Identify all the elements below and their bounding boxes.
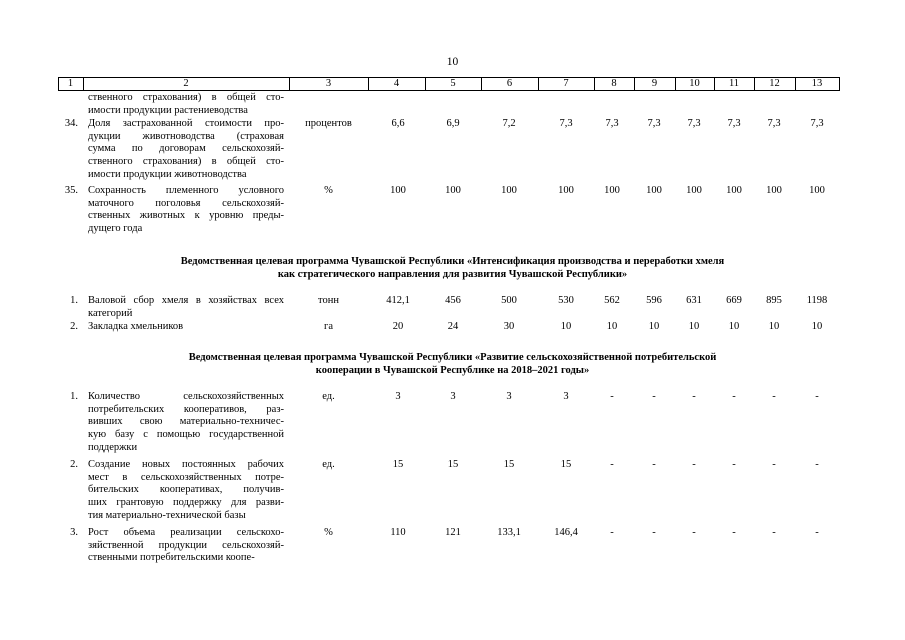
row-value-col-9: 10 <box>648 321 660 332</box>
row-value-col-11: 10 <box>728 321 740 332</box>
row-value-col-9: 7,3 <box>647 118 661 129</box>
row-number: 2. <box>70 459 78 470</box>
row-value-col-4: 3 <box>395 391 401 402</box>
row-value-col-6: 133,1 <box>497 527 521 538</box>
row-description-line: сумма по договорам сельскохозяй- <box>88 143 284 155</box>
row-value-col-12: - <box>772 459 776 470</box>
row-description-line: бительских кооперативах, получив- <box>88 484 284 496</box>
row-value-col-7: 100 <box>558 185 574 196</box>
row-value-col-8: - <box>610 391 614 402</box>
row-value-col-6: 15 <box>503 459 515 470</box>
row-value-col-7: 15 <box>560 459 572 470</box>
row-value-col-4: 100 <box>390 185 406 196</box>
row-value-col-4: 15 <box>392 459 404 470</box>
row-unit: га <box>324 321 333 332</box>
row-value-col-5: 100 <box>445 185 461 196</box>
column-header-4: 4 <box>393 78 400 89</box>
column-header-5: 5 <box>450 78 456 89</box>
row-unit: % <box>324 527 333 538</box>
row-value-col-12: 100 <box>766 185 782 196</box>
row-value-col-11: 669 <box>726 295 742 306</box>
row-value-col-8: - <box>610 459 614 470</box>
row-value-col-5: 6,9 <box>446 118 460 129</box>
row-description-line: маточного поголовья сельскохозяй- <box>88 197 284 209</box>
column-header-3: 3 <box>325 78 332 89</box>
row-value-col-13: - <box>815 391 819 402</box>
row-value-col-10: 631 <box>686 295 702 306</box>
column-header-13: 13 <box>811 78 823 89</box>
row-value-col-7: 3 <box>563 391 569 402</box>
row-description-line: дущего года <box>88 223 143 235</box>
column-header-2: 2 <box>183 78 189 89</box>
row-value-col-4: 110 <box>390 527 406 538</box>
row-description-line: кую базу с помощью государственной <box>88 429 284 441</box>
column-header-6: 6 <box>506 78 513 89</box>
section-title-cooperation-line1: Ведомственная целевая программа Чувашской Республики «Развитие сельскохозяйственной потребительской <box>188 352 717 363</box>
row-value-col-11: - <box>732 459 736 470</box>
row-value-col-12: 10 <box>768 321 780 332</box>
row-description-line: ственными потребительскими коопе- <box>88 552 255 564</box>
row-value-col-5: 3 <box>450 391 456 402</box>
row-value-col-10: 7,3 <box>687 118 701 129</box>
row-number: 35. <box>64 185 78 196</box>
row-value-col-11: 100 <box>726 185 742 196</box>
column-header-7: 7 <box>563 78 569 89</box>
row-description-line: Рост объема реализации сельскохо- <box>88 527 284 538</box>
row-description-line: вивших свою материально-техничес- <box>88 416 284 428</box>
row-description-line: поддержки <box>88 441 138 453</box>
row-description-line: тия материально-технической базы <box>88 509 246 521</box>
row-value-col-7: 530 <box>558 295 574 306</box>
row-description-line: мест в сельскохозяйственных потре- <box>88 471 284 483</box>
row-value-col-5: 24 <box>447 321 459 332</box>
row-value-col-13: 1198 <box>806 295 828 306</box>
column-header-12: 12 <box>769 78 780 89</box>
row-description-line: имости продукции растениеводства <box>88 104 248 116</box>
row-value-col-8: 100 <box>604 185 620 196</box>
header-bottom-rule <box>58 90 839 91</box>
row-value-col-6: 3 <box>506 391 512 402</box>
row-description-line: потребительских кооперативов, раз- <box>88 403 284 415</box>
row-value-col-9: 100 <box>646 185 662 196</box>
row-description-line: Закладка хмельников <box>88 321 184 332</box>
header-column-divider <box>839 77 840 91</box>
row-value-col-13: 7,3 <box>810 118 824 129</box>
row-value-col-8: 7,3 <box>605 118 619 129</box>
row-description-line: ших грантовую поддержку для разви- <box>88 497 284 509</box>
row-value-col-10: 100 <box>686 185 702 196</box>
section-title-cooperation-line2: кооперации в Чувашской Республике на 2018–2021 годы» <box>315 365 590 376</box>
page-number: 10 <box>446 56 459 68</box>
column-header-9: 9 <box>651 78 658 89</box>
row-description-line: Количество сельскохозяйственных <box>88 391 284 402</box>
row-value-col-11: - <box>732 527 736 538</box>
row-value-col-5: 15 <box>447 459 459 470</box>
row-value-col-10: - <box>692 527 696 538</box>
row-value-col-12: 7,3 <box>767 118 781 129</box>
row-value-col-12: - <box>772 391 776 402</box>
row-description-line: имости продукции животноводства <box>88 168 247 180</box>
row-description-line: категорий <box>88 307 133 319</box>
row-value-col-6: 7,2 <box>502 118 516 129</box>
row-value-col-9: 596 <box>646 295 662 306</box>
row-value-col-4: 412,1 <box>386 295 410 306</box>
column-header-1: 1 <box>67 78 74 89</box>
row-value-col-9: - <box>652 527 656 538</box>
row-unit: ед. <box>322 391 335 402</box>
row-number: 2. <box>70 321 78 332</box>
row-value-col-11: 7,3 <box>727 118 741 129</box>
row-value-col-6: 500 <box>501 295 517 306</box>
row-value-col-4: 20 <box>392 321 404 332</box>
row-value-col-13: 10 <box>811 321 823 332</box>
row-number: 34. <box>64 118 78 129</box>
row-value-col-8: 10 <box>606 321 618 332</box>
row-number: 1. <box>70 391 78 402</box>
row-description-line: зяйственной продукции сельскохозяй- <box>88 539 284 551</box>
row-number: 1. <box>70 295 78 306</box>
row-description-line: ственного страхования) в общей сто- <box>88 156 284 168</box>
row-value-col-9: - <box>652 391 656 402</box>
row-value-col-10: - <box>692 391 696 402</box>
row-value-col-12: - <box>772 527 776 538</box>
row-description-line: Валовой сбор хмеля в хозяйствах всех <box>88 295 284 306</box>
row-value-col-6: 100 <box>501 185 517 196</box>
column-header-11: 11 <box>728 78 740 89</box>
row-value-col-10: 10 <box>688 321 700 332</box>
row-value-col-6: 30 <box>503 321 515 332</box>
section-title-hops-line1: Ведомственная целевая программа Чувашской Республики «Интенсификация производства и переработки хмеля <box>180 256 725 267</box>
row-unit: тонн <box>318 295 339 306</box>
row-value-col-5: 121 <box>445 527 461 538</box>
row-value-col-5: 456 <box>445 295 461 306</box>
section-title-hops-line2: как стратегического направления для развития Чувашской Республики» <box>277 269 628 280</box>
row-value-col-7: 7,3 <box>559 118 573 129</box>
row-description-line: Доля застрахованной стоимости про- <box>88 118 284 129</box>
row-value-col-12: 895 <box>766 295 782 306</box>
row-value-col-13: - <box>815 459 819 470</box>
row-value-col-4: 6,6 <box>391 118 405 129</box>
row-unit: % <box>324 185 333 196</box>
row-value-col-11: - <box>732 391 736 402</box>
row-value-col-7: 10 <box>560 321 572 332</box>
row-unit: ед. <box>322 459 335 470</box>
row-value-col-7: 146,4 <box>554 527 578 538</box>
row-description-line: Сохранность племенного условного <box>88 185 284 196</box>
row-description-line: ственного страхования) в общей сто- <box>88 92 284 103</box>
row-value-col-8: 562 <box>604 295 620 306</box>
row-value-col-8: - <box>610 527 614 538</box>
row-value-col-9: - <box>652 459 656 470</box>
row-unit: процентов <box>305 118 352 129</box>
row-number: 3. <box>70 527 78 538</box>
row-value-col-13: - <box>815 527 819 538</box>
row-description-line: ственных животных к уровню преды- <box>88 210 284 222</box>
row-description-line: дукции животноводства (страховая <box>88 130 284 142</box>
row-value-col-10: - <box>692 459 696 470</box>
column-header-8: 8 <box>611 78 617 89</box>
row-value-col-13: 100 <box>809 185 825 196</box>
row-description-line: Создание новых постоянных рабочих <box>88 459 284 470</box>
column-header-10: 10 <box>689 78 700 89</box>
